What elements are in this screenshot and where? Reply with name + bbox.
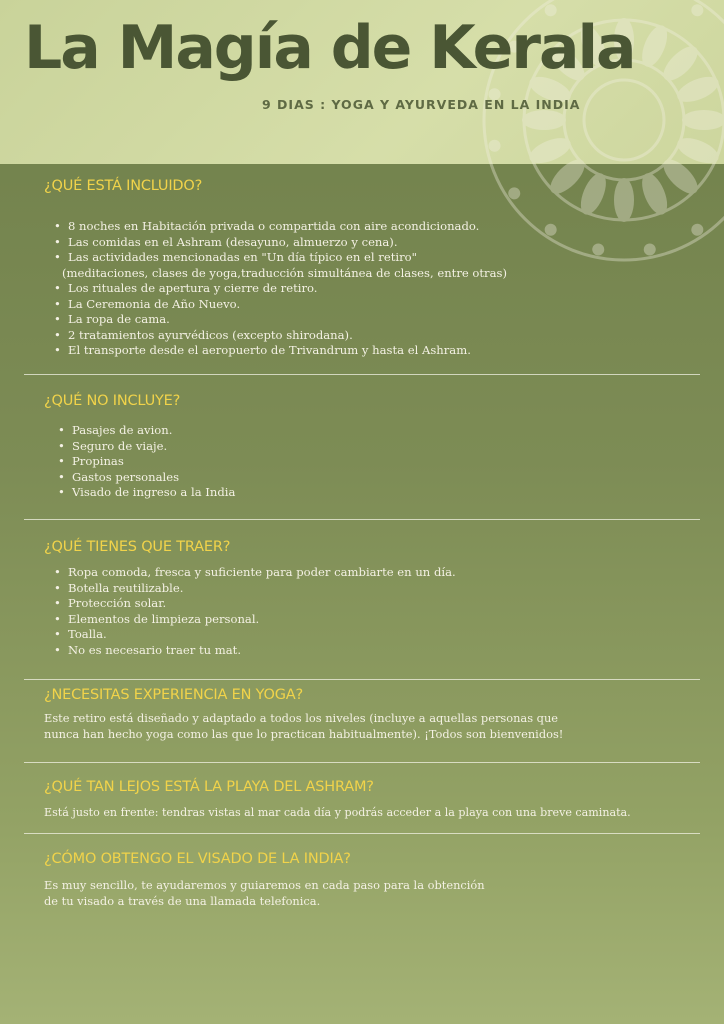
list-item: • Seguro de viaje. bbox=[58, 439, 235, 455]
divider bbox=[24, 374, 700, 375]
list-item: • Las actividades mencionadas en "Un día típico en el retiro" bbox=[54, 250, 507, 266]
mandala-petal bbox=[682, 110, 724, 130]
list-item: • 8 noches en Habitación privada o compartida con aire acondicionado. bbox=[54, 219, 507, 235]
paragraph-line: Este retiro está diseñado y adaptado a todos los niveles (incluye a aquellas personas que bbox=[44, 711, 559, 725]
list-item: • La Ceremonia de Año Nuevo. bbox=[54, 297, 507, 313]
list-item: • Las comidas en el Ashram (desayuno, almuerzo y cena). bbox=[54, 235, 507, 251]
divider bbox=[24, 679, 700, 680]
section-title-visado: ¿CÓMO OBTENGO EL VISADO DE LA INDIA? bbox=[44, 851, 351, 867]
list-item: • El transporte desde el aeropuerto de Trivandrum y hasta el Ashram. bbox=[54, 343, 507, 359]
paragraph-line: nunca han hecho yoga como las que lo practican habitualmente). ¡Todos son bienvenidos! bbox=[44, 726, 564, 741]
mandala-petal bbox=[522, 110, 566, 130]
page-subtitle: 9 DIAS : YOGA Y AYURVEDA EN LA INDIA bbox=[262, 97, 581, 112]
paragraph-line: Está justo en frente: tendras vistas al mar cada día y podrás acceder a la playa con una breve caminata. bbox=[44, 806, 631, 819]
paragraph-line: Es muy sencillo, te ayudaremos y guiaremos en cada paso para la obtención bbox=[44, 878, 485, 892]
paragraph-visado bbox=[44, 878, 485, 909]
divider bbox=[24, 833, 700, 834]
mandala-dot bbox=[487, 139, 501, 153]
mandala-petal bbox=[614, 178, 634, 222]
paragraph-experiencia bbox=[44, 711, 563, 742]
list-item: • No es necesario traer tu mat. bbox=[54, 643, 456, 659]
mandala-dot bbox=[643, 242, 657, 256]
divider bbox=[24, 762, 700, 763]
paragraph-playa bbox=[44, 805, 631, 821]
section-title-no-incluye: ¿QUÉ NO INCLUYE? bbox=[44, 393, 181, 409]
list-item-continuation: (meditaciones, clases de yoga,traducción simultánea de clases, entre otras) bbox=[62, 265, 507, 280]
list-incluido bbox=[54, 219, 507, 359]
list-item: • Los rituales de apertura y cierre de retiro. bbox=[54, 281, 507, 297]
list-item: • 2 tratamientos ayurvédicos (excepto shirodana). bbox=[54, 328, 507, 344]
list-no-incluye bbox=[58, 423, 235, 501]
list-item: • Elementos de limpieza personal. bbox=[54, 612, 456, 628]
header-banner bbox=[0, 0, 724, 164]
list-item: • Protección solar. bbox=[54, 596, 456, 612]
list-item: • Toalla. bbox=[54, 627, 456, 643]
section-title-traer: ¿QUÉ TIENES QUE TRAER? bbox=[44, 539, 231, 555]
list-traer bbox=[54, 565, 456, 658]
list-item: • Visado de ingreso a la India bbox=[58, 485, 235, 501]
list-item: • Ropa comoda, fresca y suficiente para poder cambiarte en un día. bbox=[54, 565, 456, 581]
list-item: • Pasajes de avion. bbox=[58, 423, 235, 439]
paragraph-line: de tu visado a través de una llamada telefonica. bbox=[44, 893, 321, 908]
section-title-experiencia: ¿NECESITAS EXPERIENCIA EN YOGA? bbox=[44, 687, 303, 703]
list-item: • La ropa de cama. bbox=[54, 312, 507, 328]
section-title-incluido: ¿QUÉ ESTÁ INCLUIDO? bbox=[44, 178, 203, 194]
divider bbox=[24, 519, 700, 520]
list-item: • Botella reutilizable. bbox=[54, 581, 456, 597]
list-item: • Propinas bbox=[58, 454, 235, 470]
section-title-playa: ¿QUÉ TAN LEJOS ESTÁ LA PLAYA DEL ASHRAM? bbox=[44, 779, 374, 795]
page-title: La Magía de Kerala bbox=[24, 13, 635, 83]
mandala-dot bbox=[591, 242, 605, 256]
list-item: • Gastos personales bbox=[58, 470, 235, 486]
